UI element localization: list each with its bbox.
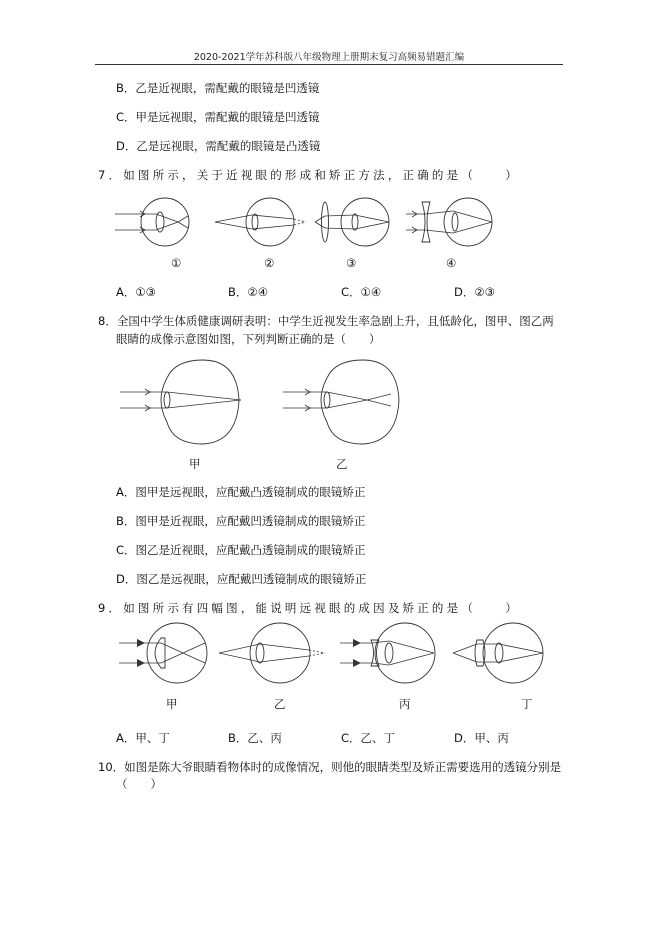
q9-label-ding: 丁 xyxy=(521,697,533,711)
q9-eye-diagram-jia xyxy=(119,623,207,683)
q7-option-b: B．②④ xyxy=(228,285,269,299)
q7-eye-diagram-2 xyxy=(215,198,306,246)
q6-option-b: B．乙是近视眼，需配戴的眼镜是凹透镜 xyxy=(116,81,320,95)
q9-option-d: D．甲、丙 xyxy=(454,731,509,745)
q8-option-a: A．图甲是远视眼，应配戴凸透镜制成的眼镜矫正 xyxy=(116,485,366,499)
q8-eye-diagram-jia xyxy=(120,360,241,444)
q9-option-a: A．甲、丁 xyxy=(116,731,170,745)
q9-figure xyxy=(115,620,555,690)
q8-stem-line1: 8．全国中学生体质健康调研表明：中学生近视发生率急剧上升，且低龄化，图甲、图乙两 xyxy=(98,314,554,328)
q9-eye-diagram-ding xyxy=(453,623,543,683)
q7-option-a: A．①③ xyxy=(116,285,156,299)
q8-label-jia: 甲 xyxy=(189,457,201,471)
q7-eye-diagram-4 xyxy=(406,198,492,246)
page-header: 2020-2021学年苏科版八年级物理上册期末复习高频易错题汇编 xyxy=(193,52,465,63)
q7-eye-diagram-1 xyxy=(115,198,189,246)
header-divider xyxy=(95,64,563,65)
q9-label-bing: 丙 xyxy=(399,697,411,711)
q7-label-2: ② xyxy=(264,256,275,270)
q7-label-4: ④ xyxy=(446,256,457,270)
q6-option-c: C．甲是远视眼，需配戴的眼镜是凹透镜 xyxy=(116,110,320,124)
q9-stem: 9．如图所示有四幅图，能说明远视眼的成因及矫正的是（ ） xyxy=(98,601,521,615)
q8-stem-line2: 眼睛的成像示意图如图，下列判断正确的是（ ） xyxy=(116,332,381,346)
q7-option-c: C．①④ xyxy=(341,285,382,299)
q7-eye-diagram-3 xyxy=(315,198,389,246)
q9-eye-diagram-yi xyxy=(219,623,325,683)
q8-figure xyxy=(115,358,415,448)
q8-eye-diagram-yi xyxy=(283,360,399,444)
q8-option-d: D．图乙是远视眼，应配戴凹透镜制成的眼镜矫正 xyxy=(116,572,367,586)
q8-option-b: B．图甲是近视眼，应配戴凹透镜制成的眼镜矫正 xyxy=(116,514,366,528)
q9-label-yi: 乙 xyxy=(274,697,286,711)
q9-eye-diagram-bing xyxy=(340,623,435,683)
q7-label-1: ① xyxy=(171,256,182,270)
q9-option-b: B．乙、丙 xyxy=(228,731,282,745)
q7-option-d: D．②③ xyxy=(454,285,495,299)
q7-stem: 7．如图所示，关于近视眼的形成和矫正方法，正确的是（ ） xyxy=(98,168,521,182)
q7-figure xyxy=(110,192,520,252)
q6-option-d: D．乙是远视眼，需配戴的眼镜是凸透镜 xyxy=(116,139,321,153)
q9-option-c: C．乙、丁 xyxy=(341,731,396,745)
q8-label-yi: 乙 xyxy=(336,457,348,471)
q9-label-jia: 甲 xyxy=(166,697,178,711)
q7-label-3: ③ xyxy=(346,256,357,270)
q10-stem-line1: 10．如图是陈大爷眼睛看物体时的成像情况，则他的眼睛类型及矫正需要选用的透镜分别是 xyxy=(98,760,562,774)
q8-option-c: C．图乙是近视眼，应配戴凸透镜制成的眼镜矫正 xyxy=(116,543,366,557)
q10-stem-line2: （ ） xyxy=(116,777,162,791)
